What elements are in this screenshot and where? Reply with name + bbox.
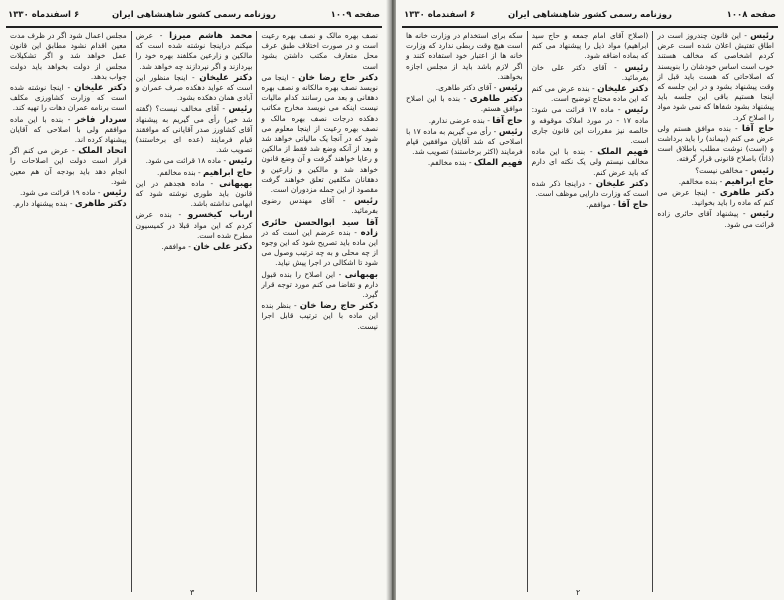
- paragraph-text: - عرض میکنم دراینجا نوشته شده است که مالکین و زارعین مکلفند بهره خود را بپردازند و اگر نپردازند چه خواهد شد.: [135, 31, 253, 71]
- text-column: [652, 31, 778, 592]
- paragraph-text: - پیشنهاد آقای حائری زاده قرائت می شود.: [657, 209, 774, 229]
- paragraph-text: - بنده با این ماده مخالف نیستم ولی یک نکته ای دارم که باید عرض کنم.: [531, 147, 649, 177]
- speaker-name: رئیس: [498, 83, 523, 94]
- speaker-name: رئیس: [624, 62, 649, 73]
- paragraph-text: مجلس اعمال شود اگر در ظرف مدت معین اقدام نشود مطابق این قانون عمل خواهد شد و اگر تشکیلات مجلس از دولت بخواهد باید دولت جواب بدهد.: [9, 31, 127, 81]
- newspaper-title: روزنامه رسمی کشور شاهنشاهی ایران: [112, 10, 276, 20]
- paragraph: [657, 188, 774, 208]
- speaker-name: دکتر طاهری: [719, 188, 774, 199]
- paragraph-text: - ماده ۱۷ قرائت می شود: ماده ۱۷ - در مورد املاک موقوفه و خالصه نیز مقررات این قانون جاری است.: [531, 105, 649, 146]
- paragraph-text: - بنده عرض کردم که این مواد قبلا در کمیسیون مطرح شده است.: [135, 210, 253, 240]
- paragraph: [136, 168, 253, 178]
- speaker-name: محمد هاشم میرزا: [169, 31, 253, 41]
- paragraph: [406, 116, 523, 126]
- paragraph-text: - بنده عرض می کنم که این ماده محتاج توضیح است.: [531, 84, 649, 104]
- speaker-name: بهبهانی: [219, 178, 253, 189]
- speaker-name: دکتر حاج رضا خان: [299, 301, 378, 312]
- newspaper-title: روزنامه رسمی کشور شاهنشاهی ایران: [508, 10, 672, 20]
- paragraph: [406, 31, 523, 82]
- paragraph: [261, 301, 378, 332]
- folio-number: ۲: [576, 588, 581, 597]
- paragraph-text: - بنده مخالفم.: [427, 158, 472, 168]
- paragraph: [261, 270, 378, 301]
- paragraph-text: - آقای دکتر علی خان بفرمائید.: [531, 62, 649, 82]
- paragraph-text: - آقای دکتر طاهری.: [435, 83, 497, 93]
- paragraph-text: - اینجا عرض می کنم که ماده را باید بخوانید.: [657, 188, 774, 208]
- speaker-name: حاج ابراهیم: [203, 167, 253, 178]
- speaker-name: دکتر علی خان: [193, 242, 253, 253]
- paragraph: [10, 83, 127, 114]
- paragraph: [532, 200, 649, 210]
- header-rule: [402, 26, 778, 28]
- paragraph-text: - آقای مهندس رضوی بفرمائید.: [261, 196, 378, 216]
- speaker-name: دکتر حاج رضا خان: [298, 72, 378, 83]
- issue-date: ۶ اسفندماه ۱۳۳۰: [8, 10, 80, 20]
- text-column: [527, 31, 653, 592]
- speaker-name: رئیس: [750, 209, 774, 220]
- paragraph-text: - اینجا منظور این است که عواید دهکده صرف عمران و آبادی همان دهکده بشود.: [135, 72, 253, 103]
- paragraph-text: - بنده عرضم این است که در این ماده باید تصریح شود که این وجوه از چه محلی و به چه ترتیب وصول می شود تا اشکالی در اجرا پیش نیاید.: [261, 227, 378, 268]
- paragraph: [136, 104, 253, 155]
- speaker-name: رئیس: [750, 165, 774, 176]
- paragraph: [136, 73, 253, 104]
- header-rule: [6, 26, 382, 28]
- paragraph-text: - ماده ۱۸ قرائت می شود.: [145, 156, 227, 166]
- paragraph: [136, 179, 253, 210]
- paragraph: [261, 196, 378, 216]
- paragraph: [10, 188, 127, 198]
- paragraph: [136, 156, 253, 166]
- paragraph: [406, 158, 523, 168]
- paragraph: [10, 31, 127, 82]
- paragraph-text: - ماده ۱۹ قرائت می شود.: [19, 188, 101, 198]
- right-page: [396, 0, 784, 600]
- paragraph-text: - بنده موافق هستم ولی عرض می کنم (بیماند) را باید برداشت و (است) نوشت مطلب باطلاق است (ذاتاً) باصلاح قانونی قرار گرفته.: [657, 123, 774, 164]
- paragraph: [136, 210, 253, 241]
- paragraph: [136, 242, 253, 252]
- paragraph: [657, 31, 774, 123]
- speaker-name: حاج آقا: [492, 115, 523, 126]
- paragraph: [10, 115, 127, 146]
- speaker-name: رئیس: [228, 156, 253, 167]
- paragraph-text: - موافقم.: [161, 242, 191, 252]
- paragraph-text: - بنده مخالفم.: [157, 167, 201, 177]
- paragraph: [406, 83, 523, 93]
- paragraph: [532, 179, 649, 199]
- left-page: [0, 0, 388, 600]
- paragraph: [532, 105, 649, 146]
- paragraph-text: سکه برای استخدام در وزارت خانه ها است هیچ وقت ربطی ندارد که وزارت خانه ها از اعتبار خود استفاده کنند و اگر لازم باشد باید از مجلس اجازه بخواهند.: [405, 31, 523, 81]
- paragraph: [261, 73, 378, 195]
- page-header: [404, 10, 776, 24]
- speaker-name: بهبهانی: [344, 269, 378, 280]
- paragraph: [261, 218, 378, 269]
- text-column: [402, 31, 527, 592]
- speaker-name: آقا سید ابوالحسن حائری زاده: [261, 217, 378, 238]
- page-number: صفحه ۱۰۰۸: [726, 10, 776, 20]
- paragraph-text: - آقای مخالف نیست؟ (گفته شد خیر) رأی می گیریم به پیشنهاد آقای کشاورز صدر آقایانی که موافقند قیام فرمایند (عده ای برخاستند) تصویب شد.: [135, 104, 253, 155]
- paragraph-text: - موافقم.: [586, 200, 616, 210]
- speaker-name: دکتر علیخان: [597, 84, 649, 95]
- paragraph: [657, 209, 774, 229]
- paragraph-text: - بنده پیشنهاد دارم.: [12, 199, 73, 209]
- paragraph-text: - بنده عرضی ندارم.: [428, 115, 490, 125]
- paragraph: [10, 199, 127, 209]
- paragraph: [657, 177, 774, 187]
- speaker-name: رئیس: [228, 104, 253, 115]
- paragraph-text: - بنده با این ماده موافقم ولی با اصلاحی که آقایان پیشنهاد کرده اند.: [9, 114, 127, 145]
- paragraph: [406, 127, 523, 158]
- text-column: [256, 31, 382, 592]
- paragraph-text: - ماده هجدهم در این قانون باید طوری نوشته شود که ابهامی نداشته باشد.: [135, 178, 253, 209]
- paragraph-text: - بنظر بنده این ماده با این ترتیب قابل اجرا نیست.: [261, 301, 378, 331]
- text-column: [6, 31, 131, 592]
- paragraph-text: - رأی می گیریم به ماده ۱۷ با اصلاحی که شد آقایان موافقین قیام فرمایند (اکثر برخاستند) تصویب شد.: [405, 126, 523, 157]
- speaker-name: دکتر علیخان: [595, 178, 649, 189]
- speaker-name: رئیس: [624, 105, 649, 116]
- paragraph-text: - اینجا می نویسد نصف بهره مالکانه و نصف بهره دهقانی و بعد می رسانند کدام مالیات نیست اینکه می نویسد مخارج مکاتب دهکده درجات نصف بهره مالک و نصف بهره رعیت از اینجا معلوم می شود که در آنجا یک مالیاتی خواهد شد و بعد از آنکه وضع شد فقط از مالکین و رعایا خواهند گرفت و آن وضع قانون خواهد شد و مالکین و زارعین و دهقانان مکلفین تعلق خواهند گرفت مقصود از این جمله مزدوران است.: [261, 72, 378, 195]
- speaker-name: رئیس: [498, 126, 523, 137]
- speaker-name: حاج آقا: [741, 123, 775, 134]
- paragraph: [532, 147, 649, 178]
- paragraph: [657, 124, 774, 165]
- speaker-name: سردار فاخر: [74, 114, 127, 125]
- speaker-name: رئیس: [354, 196, 378, 207]
- paragraph-text: نصف بهره مالک و نصف بهره رعیت است و در صورت اختلاف طبق عرف محل متعارف مکتب داشتن بشود است: [261, 31, 378, 71]
- paragraph-text: - دراینجا ذکر شده است که وزارت دارایی موظف است.: [531, 178, 649, 199]
- paragraph: [532, 63, 649, 83]
- speaker-name: فهیم الملک: [473, 158, 523, 169]
- paragraph: [10, 146, 127, 187]
- speaker-name: اتحاد الملک: [78, 146, 127, 157]
- text-column: [131, 31, 257, 592]
- paragraph: [261, 31, 378, 72]
- speaker-name: دکتر علیخان: [74, 83, 127, 94]
- speaker-name: حاج آقا: [617, 200, 649, 211]
- paragraph-text: - این اصلاح را بنده قبول دارم و تقاضا می کنم مورد توجه قرار گیرد.: [261, 269, 378, 300]
- page-number: صفحه ۱۰۰۹: [330, 10, 380, 20]
- paragraph-text: - مخالفی نیست؟: [695, 165, 748, 175]
- speaker-name: دکتر طاهری: [74, 199, 127, 210]
- page-header: [8, 10, 380, 24]
- speaker-name: رئیس: [102, 188, 127, 199]
- folio-number: ۳: [190, 588, 195, 597]
- paragraph-text: - بنده مخالفم.: [678, 176, 723, 186]
- paragraph-text: - این قانون چندروز است در اطاق تفتیش اعلان شده است عرض کردم اشخاصی که مخالف هستند خوب است اساس خودشان را بنویسند که اصلاحاتی که هست باید قبل از وقت پیشنهاد بشود و در این جلسه که اینجا هستیم باقی این جلسه باید پیشنهاد بشود شفاها که نمی شود مواد را اصلاح کرد.: [657, 31, 774, 122]
- speaker-name: رئیس: [750, 31, 774, 41]
- text-columns: [402, 31, 778, 592]
- paragraph: [532, 31, 649, 62]
- paragraph-text: - اینجا نوشته شده است که وزارت کشاورزی مکلف است برنامه عمران دهات را تهیه کند.: [9, 83, 127, 113]
- paragraph: [406, 94, 523, 114]
- paragraph: [657, 166, 774, 176]
- paragraph-text: (اصلاح آقای امام جمعه و حاج سید ابراهیم) مواد ذیل را پیشنهاد می کنم که بماده اضافه شود.: [531, 31, 649, 61]
- paragraph-text: - عرض می کنم اگر قرار است دولت این اصلاحات را انجام دهد باید بودجه آن هم معین شود.: [9, 146, 127, 186]
- speaker-name: دکتر علیخان: [199, 72, 253, 83]
- issue-date: ۶ اسفندماه ۱۳۳۰: [404, 10, 476, 20]
- speaker-name: فهیم الملک: [597, 147, 649, 158]
- speaker-name: حاج ابراهیم: [724, 176, 774, 187]
- speaker-name: ارباب کیخسرو: [187, 210, 253, 221]
- text-columns: [6, 31, 382, 592]
- paragraph: [136, 31, 253, 72]
- speaker-name: دکتر طاهری: [469, 94, 523, 105]
- paragraph-text: - بنده با این اصلاح موافق هستم.: [405, 94, 523, 114]
- paragraph: [532, 84, 649, 104]
